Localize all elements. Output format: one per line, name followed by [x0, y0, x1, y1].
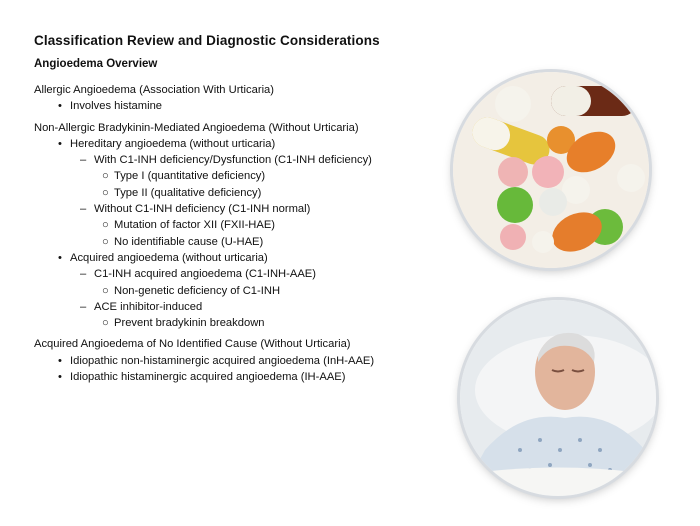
outline-text: Non-Allergic Bradykinin-Mediated Angioedema (Without Urticaria) — [34, 121, 359, 134]
outline-heading — [34, 336, 454, 352]
outline-item — [34, 136, 454, 152]
outline-heading — [34, 120, 454, 136]
outline-item — [34, 369, 454, 385]
outline-item — [34, 283, 454, 299]
outline-text: Mutation of factor XII (FXII-HAE) — [114, 219, 276, 232]
outline-item — [34, 217, 454, 233]
outline-text: Hereditary angioedema (without urticaria) — [70, 137, 276, 150]
outline-item — [34, 185, 454, 201]
outline-bullet: ○ — [102, 284, 109, 297]
outline-bullet: – — [80, 300, 87, 313]
outline-bullet: ○ — [102, 235, 109, 248]
outline-bullet: – — [80, 268, 87, 281]
outline-bullet: • — [58, 354, 62, 367]
outline-bullet: • — [58, 371, 62, 384]
page-title: Classification Review and Diagnostic Considerations — [34, 33, 380, 48]
outline-item — [34, 299, 454, 315]
outline-bullet: ○ — [102, 170, 109, 183]
outline-bullet: • — [58, 251, 62, 264]
outline-text: No identifiable cause (U-HAE) — [114, 235, 264, 248]
patient-photo — [460, 300, 656, 496]
outline-bullet: – — [80, 203, 87, 216]
outline-text: Idiopathic non-histaminergic acquired angioedema (InH-AAE) — [70, 354, 375, 367]
outline-text: Prevent bradykinin breakdown — [114, 317, 265, 330]
outline-text: C1-INH acquired angioedema (C1-INH-AAE) — [94, 268, 316, 281]
section-subtitle: Angioedema Overview — [34, 58, 158, 70]
outline-item — [34, 315, 454, 331]
outline-text: With C1-INH deficiency/Dysfunction (C1-INH deficiency) — [94, 154, 372, 167]
outline-bullet: ○ — [102, 186, 109, 199]
outline-item — [34, 152, 454, 168]
classification-outline — [34, 82, 454, 385]
outline-item — [34, 250, 454, 266]
outline-text: Allergic Angioedema (Association With Urticaria) — [34, 84, 275, 96]
outline-text: Without C1-INH deficiency (C1-INH normal) — [94, 203, 311, 216]
outline-text: Acquired angioedema (without urticaria) — [70, 251, 268, 264]
outline-text: Non-genetic deficiency of C1-INH — [114, 284, 281, 297]
outline-text: Idiopathic histaminergic acquired angioedema (IH-AAE) — [70, 371, 346, 384]
outline-item — [34, 98, 454, 114]
outline-text: Type II (qualitative deficiency) — [114, 186, 262, 199]
outline-bullet: ○ — [102, 317, 109, 330]
outline-item — [34, 234, 454, 250]
outline-bullet: – — [80, 154, 87, 167]
pills-photo — [453, 72, 649, 268]
outline-bullet: • — [58, 100, 62, 113]
outline-text: Type I (quantitative deficiency) — [114, 170, 266, 183]
outline-item — [34, 201, 454, 217]
outline-item — [34, 168, 454, 184]
outline-item — [34, 266, 454, 282]
outline-text: ACE inhibitor-induced — [94, 300, 203, 313]
outline-item — [34, 353, 454, 369]
outline-text: Acquired Angioedema of No Identified Cause (Without Urticaria) — [34, 338, 351, 351]
outline-heading — [34, 82, 454, 98]
outline-text: Involves histamine — [70, 100, 163, 113]
outline-bullet: ○ — [102, 219, 109, 232]
outline-bullet: • — [58, 137, 62, 150]
